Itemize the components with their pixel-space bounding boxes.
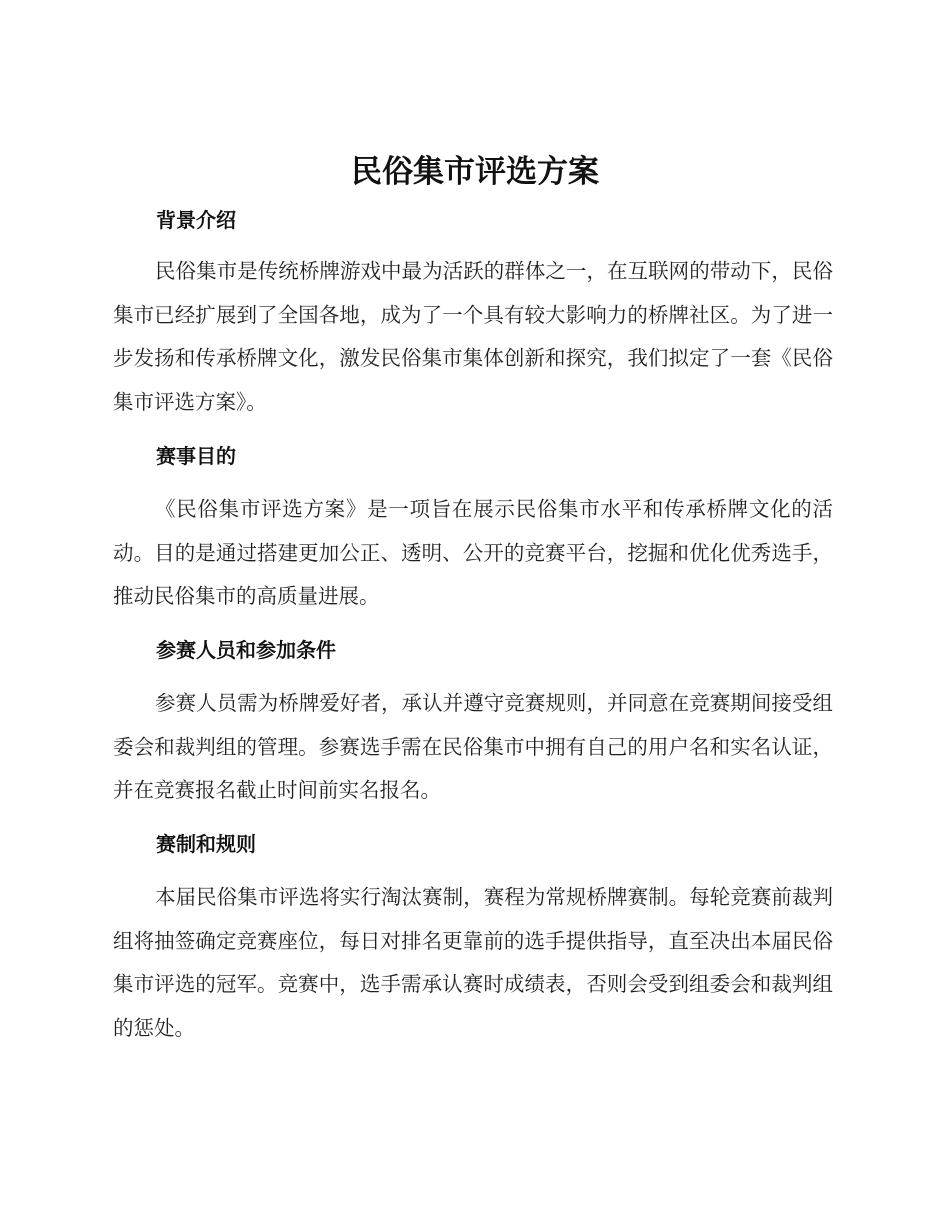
- section-body-purpose: 《民俗集市评选方案》是一项旨在展示民俗集市水平和传承桥牌文化的活动。目的是通过搭建更加公正、透明、公开的竞赛平台，挖掘和优化优秀选手，推动民俗集市的高质量进展。: [113, 497, 833, 608]
- section-heading-participants: 参赛人员和参加条件: [156, 638, 336, 662]
- section-body-rules: 本届民俗集市评选将实行淘汰赛制，赛程为常规桥牌赛制。每轮竞赛前裁判组将抽签确定竞赛座位，每日对排名更靠前的选手提供指导，直至决出本届民俗集市评选的冠军。竞赛中，选手需承认赛时成绩表，否则会受到组委会和裁判组的惩处。: [113, 885, 833, 1040]
- section-heading-background: 背景介绍: [156, 208, 236, 232]
- section-heading-purpose: 赛事目的: [156, 444, 236, 468]
- section-body-participants: 参赛人员需为桥牌爱好者，承认并遵守竞赛规则，并同意在竞赛期间接受组委会和裁判组的管理。参赛选手需在民俗集市中拥有自己的用户名和实名认证，并在竞赛报名截止时间前实名报名。: [113, 691, 833, 802]
- document-title: 民俗集市评选方案: [351, 154, 599, 190]
- section-body-background: 民俗集市是传统桥牌游戏中最为活跃的群体之一，在互联网的带动下，民俗集市已经扩展到了全国各地，成为了一个具有较大影响力的桥牌社区。为了进一步发扬和传承桥牌文化，激发民俗集市集体创新和探究，我们拟定了一套《民俗集市评选方案》。: [113, 259, 833, 414]
- section-heading-rules: 赛制和规则: [156, 832, 256, 856]
